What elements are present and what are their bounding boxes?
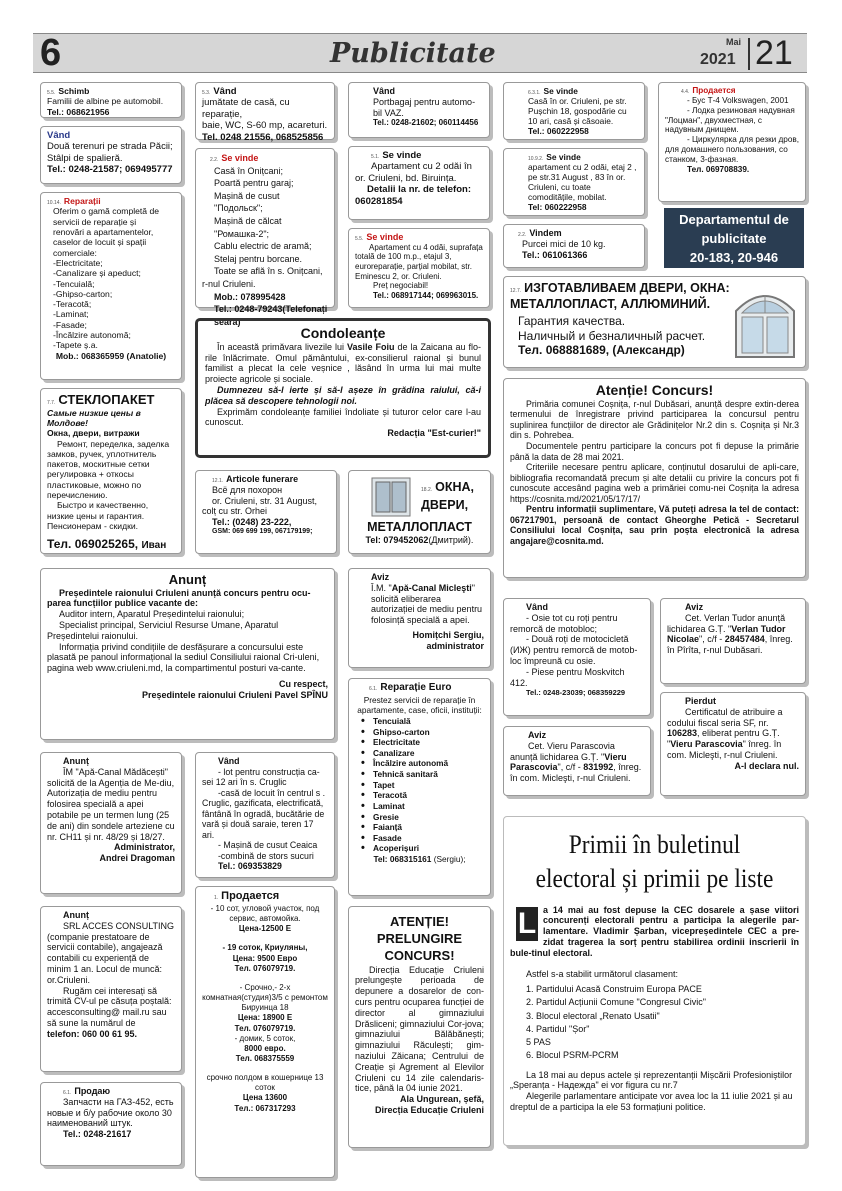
ad-se-vinde-onitcani: 2.2. Se vinde Casă în Onițcani; Poartă pentru garaj; Mașină de cusut "Подольск"; Mașină de călcat "Ромашка-2"; Cablu electric de aramă; Stelaj pentru borcane. Toate se află în s. Onițcani, r-nul Criuleni. Mob.: 078995428 Tel.: 0248-79243(Telefonați seara): [195, 148, 335, 308]
article-buletin: Primii în buletinul electoral și primii pe liste L a 14 mai au fost depuse la CEC dosarele a șase viitori concurenți electorali pentru a participa la alegerile par-lamentare. Vladimir Șarban, vicepreședintele CEC a pre-zidat tragerea la sorț pentru stabilirea ordinii inscrierii în bule-tinul electoral. Astfel s-a stabilit următorul clasament: 1. Partidului Acasă Construim Europa PACE 2. Partidul Acțiunii Comune "Congresul Civic" 3. Blocul electoral „Renato Usatii" 4. Partidul "Șor" 5 PAS 6. Blocul PSRM-PCRM La 18 mai au depus actele și reprezentanții Mișcării Profesioniștilor „Speranța - Надежда" ei vor figura cu nr.7 Alegerile parlamentare anticipate vor avea loc la 11 iulie 2021 și au dreptul de a participa la ele 53 formațiuni politice.: [503, 816, 806, 1146]
ad-reparatie-euro: 6.1. Reparație Euro Prestez servicii de reparație în apartamente, case, oficii, instituții: • Tencuială • Ghipso-carton • Electricitate • Canalizare • Încălzire autonomă • Tehnică sanitară • Tapet • Teracotă • Laminat • Gresie • Faianță • Fasade • Acoperișuri Tel: 068315161 (Sergiu);: [348, 678, 491, 896]
pierdut: Pierdut Certificatul de atribuire a codului fiscal seria SF, nr. 106283, eliberat pentru G.Ț. "Vieru Parascovia" înreg. în com. Micleşti, r-nul Criuleni. A-l declara nul.: [660, 692, 806, 796]
ad-purcei: 2.2. Vindem Purcei mici de 10 kg. Tel.: 061061366: [503, 224, 645, 268]
ad-casa-puschin: 6.3.1. Se vinde Casă în or. Criuleni, pe str. Pușchin 18, gospodărie cu 10 ari, casă și căsoaie. Tel.: 060222958: [503, 82, 645, 140]
ad-apartament-31-august: 10.9.2. Se vinde apartament cu 2 odăi, etaj 2 , pe str.31 August , 83 în or. Criuleni, cu toate comoditățile, mobilat. Tel: 060222958: [503, 148, 645, 216]
right-page-number: 21: [755, 34, 793, 72]
atentie-concurs: Atenție! Concurs! Primăria comunei Coșnița, r-nul Dubăsari, anunță despre extin-derea termenului de înregistrare privind participarea la concursul pentru suplinirea funcțiilor de director ale Grădinițelor Nr.2 din s. Coșnița și Nr.3 din s. Pohrebea. Documentele pentru participare la concurs pot fi depuse la primărie până la data de 28 mai 2021. Criteriile necesare pentru aplicare, conținutul dosarului de apli-care, bibliografia recomandată precum și alte detalii cu privire la concurs pot fi cunoscute accesând pagina web a primăriei comu-nei Coșnița la adresa https://cosnita.md/2021/05/17/17/ Pentru informații suplimentare, Vă puteți adresa la tel de contact: 067217901, persoană de contact Gheorghe Petică - Secretarul Consiliului local Coșnița, sau prin poșta electronică la adresa angajare@cosnita.md.: [503, 378, 806, 578]
drop-cap: L: [517, 906, 537, 940]
anunt-presedinte: Anunț Președintele raionului Criuleni anunță concurs pentru ocu-parea funcțiilor publice vacante de: Auditor intern, Aparatul Președintelui raionului; Specialist principal, Serviciul Resurse Umane, Aparatul Președintelui raionului. Informația privind condițiile de desfășurare a concursului este plasată pe panoul informațional la sediul Consiliului raional Cri-uleni, pagina web www.criuleni.md, la compartimentul posturi va-cante. Cu respect, Președintele raionului Criuleni Pavel SPÎNU: [40, 568, 335, 740]
article-title-2: electoral și primii pe liste: [535, 864, 774, 894]
anunt-madacesti: Anunț ÎM "Apă-Canal Mădăcești" solicită de la Agenția de Me-diu, Autorizația de mediu pentru folosirea specială a apei potabile pe un termen lung (25 de ani) din sondele arteziene cu nr. CH11 și nr. 48/29 și 18/27. Administrator, Andrei Dragoman: [40, 752, 182, 894]
ad-vand-osie: Vând - Osie tot cu roți pentru remorcă de motobloc; - Două roți de motocicletă (ИЖ) pentru remorcă de motob-loc împreună cu osie. - Piese pentru Moskvitch 412. Tel.: 0248-23039; 068359229: [503, 598, 651, 716]
door-image: [371, 477, 411, 517]
atentie-prelungire: ATENȚIE! PRELUNGIRE CONCURS! Direcția Educație Criuleni prelungește perioada de depunere a dosarelor de con-curs pentru ocuparea funcției de director al gimnaziului Drăsliceni; gimnaziului Cor-jova; gimnaziului Bălăbănești; gimnaziului Răculești; gim-naziului Zăicana; Centrului de Creație și Agrement al Elevilor Criuleni cu 14 zile calendaris-tice, până la 04 iunie 2021. Ala Ungurean, șefă, Direcția Educație Criuleni: [348, 906, 491, 1148]
dept-publicitate: Departamentul de publicitate 20-183, 20-946: [664, 208, 804, 268]
window-image: [732, 283, 798, 359]
article-title-1: Primii în buletinul: [568, 830, 741, 859]
aviz-apa-canal: Aviz Î.M. "Apă-Canal Micleşti" solicită eliberarea autorizației de mediu pentru folosință specială a apei. Homițchi Sergiu, administrator: [348, 568, 491, 668]
aviz-vieru: Aviz Cet. Vieru Parascovia anunță lichidarea G.Ț. "Vieru Parascovia", c/f - 831992, înreg. în com. Micleşti, r-nul Criuleni.: [503, 726, 651, 796]
ad-apartament-2-odai: 5.1. Se vinde Apartament cu 2 odăi în or. Criuleni, bd. Biruința. Detalii la nr. de telefon: 060281854: [348, 146, 490, 220]
ad-vand-casa: 5.3. Vând jumătate de casă, cu reparație, baie, WC, S-60 mp, acareturi. Tel. 0248 21556, 068525856: [195, 82, 335, 140]
ad-schimb: 5.5. Schimb Familii de albine pe automobil. Tel.: 068621956: [40, 82, 182, 118]
aviz-verlan: Aviz Cet. Verlan Tudor anunță lichidarea G.Ț. "Verlan Tudor Nicolae", c/f - 28457484, înreg. în Pîrîta, r-nul Dubăsari.: [660, 598, 806, 684]
anunt-acces-consulting: Anunț SRL ACCES CONSULTING (companie prestatoare de servicii contabile), angajează contabili cu experiență de minim 1 an. Locul de muncă: or.Criuleni. Rugăm cei interesați să trimită CV-ul pe căsuța poștală: accesconsulting@ mail.ru sau să sune la numărul de telefon: 060 00 61 95.: [40, 906, 182, 1072]
ad-steklopaket: 7.7. СТЕКЛОПАКЕТ Самые низкие цены в Молдове! Окна, двери, витражи Ремонт, переделка, заделка замков, ручек, уплотнитель пакетов, москитные сетки регулировка + откосы пластиковые, можно по перечислению. Быстро и качественно, низкие цены и гарантия. Пенсионерам - скидки. Тел. 069025265, Иван: [40, 388, 182, 554]
ad-portbagaj: Vând Portbagaj pentru automo-bil VAZ. Tel.: 0248-21602; 060114456: [348, 82, 490, 138]
section-title: Publicitate: [330, 38, 496, 69]
ad-articole-funerare: 12.1. Articole funerare Всё для похорон or. Criuleni, str. 31 August, colț cu str. Orhei Tel.: (0248) 23-222, GSM: 069 699 199, 067179199;: [195, 470, 337, 554]
year: 2021: [700, 51, 736, 68]
page-number: 6: [40, 32, 62, 74]
ad-okna-dveri: 18.2. ОКНА, ДВЕРИ, МЕТАЛЛОПЛАСТ Tel: 079452062(Дмитрий).: [348, 470, 491, 554]
ad-prodaetsya-bus: 4.4. Продается - Бус Т-4 Volkswagen, 2001 - Лодка резиновая надувная "Лоцман", двухместная, с надувным днищем. - Циркулярка для резки дров, для домашнего пользования, со станком, 3-фазная. Тел. 069708839.: [658, 82, 806, 202]
ad-prodaetsya-uchastok: 1. Продается - 10 сот, угловой участок, под сервис, автомойка. Цена-12500 Е - 19 соток, Криуляны, Цена: 9500 Евро Тел. 076079719. - Срочно,- 2-х комнатная(студия)3/5 с ремонтом Бируинца 18 Цена: 18900 Е Тел. 076079719. - домик, 5 соток, 8000 евро. Тел. 068375559 срочно полдом в кошернице 13 соток Цена 13600 Тел.: 067317293: [195, 886, 335, 1178]
ad-reparatii: 10.14. Reparații Oferim o gamă completă de servicii de reparație și renovări a apartamentelor, caselor de locuit și spații comerciale: -Electricitate; -Canalizare și apeduct; -Tencuială; -Ghipso-carton; -Teracotă; -Laminat; -Fasade; -Încălzire autonomă; -Tapete ș.a. Mob.: 068365959 (Anatolie): [40, 192, 182, 380]
condoleante-box: Condoleanțe În această primăvara livezile lui Vasile Foiu de la Zaicana au flo-rile înlăcrimate. Omul pământului, ex-consilierul raional și bunul familist a plecat la cele veșnice , lăsând în urma lui mai multe proiecte agricole și sociale. Dumnezeu să-l ierte și să-l așeze în grădina raiului, că-i plăcea să descopere tehnologii noi. Exprimăm condoleanțe familiei îndoliate și tuturor celor care l-au cunoscut. Redacția "Est-curier!": [195, 318, 491, 458]
month: Mai: [726, 37, 742, 47]
ad-vand-terenuri: Vând Două terenuri pe strada Păcii; Stâlpi de spalieră. Tel.: 0248-21587; 069495777: [40, 126, 182, 184]
header-divider: [748, 38, 750, 70]
ad-vand-cruglic: Vând - lot pentru construcția ca-sei 12 ari în s. Cruglic -casă de locuit în centrul s . Cruglic, gazificata, electrificată, fântână în ogradă, bucătărie de vară și două saraie, teren 17 ari. - Mașină de cusut Ceaica -combină de stors sucuri Tel.: 069353829: [195, 752, 335, 878]
ad-apartament-4-odai: 5.5. Se vinde Apartament cu 4 odăi, suprafața totală de 100 m.p., etajul 3, euroreparație, parțial mobilat, str. Eminescu 2, or. Criuleni. Preț negociabil! Tel.: 068917144; 069963015.: [348, 228, 490, 308]
ad-dveri-okna: 12.7. ИЗГОТАВЛИВАЕМ ДВЕРИ, ОКНА: МЕТАЛЛОПЛАСТ, АЛЛЮМИНИЙ. Гарантия качества. Наличный и безналичный расчет. Тел. 068881689, (Александр): [503, 276, 806, 368]
ad-prodaiu-zapchasti: 6.1. Продаю Запчасти на ГАЗ-452, есть новые и б/у рабочие около 30 наименований штук. Tel.: 0248-21617: [40, 1082, 182, 1166]
